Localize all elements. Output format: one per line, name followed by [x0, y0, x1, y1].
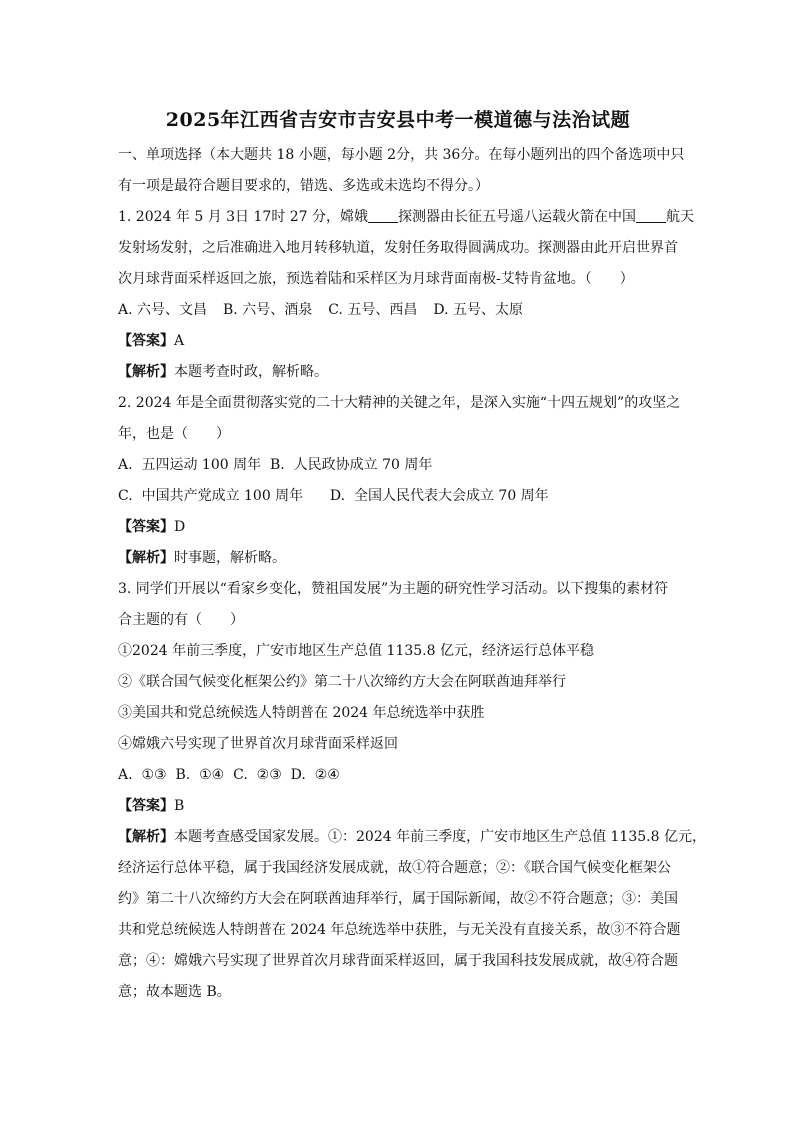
q3-options: A. ①③ B. ①④ C. ②③ D. ②④ [118, 767, 340, 783]
q1-analysis-text: 本题考查时政，解析略。 [174, 364, 328, 380]
section-instructions-line-2: 有一项是最符合题目要求的，错选、多选或未选均不得分。） [118, 178, 489, 194]
q3-item-3: ③美国共和党总统候选人特朗普在 2024 年总统选举中获胜 [118, 705, 485, 721]
q3-item-2: ②《联合国气候变化框架公约》第二十八次缔约方大会在阿联酋迪拜举行 [118, 674, 566, 690]
exam-page [118, 96, 706, 1008]
q1-option-d: D. 五号、太原 [433, 302, 523, 318]
q1-line-1 [118, 202, 695, 233]
q1-text-part-2: 探测器由长征五号遥八运载火箭在中国 [398, 209, 637, 225]
q1-blank-2 [636, 208, 666, 223]
q1-options [118, 295, 678, 326]
q3-answer-value: B [174, 798, 185, 814]
q2-options-row-2: C. 中国共产党成立 100 周年 D. 全国人民代表大会成立 70 周年 [118, 488, 549, 504]
q3-analysis-line-3: 约》第二十八次缔约方大会在阿联酋迪拜举行，属于国际新闻，故②不符合题意；③：美国 [118, 891, 678, 907]
q2-answer [118, 512, 678, 543]
q3-answer [118, 791, 678, 822]
q3-analysis-line-4: 共和党总统候选人特朗普在 2024 年总统选举中获胜，与无关没有直接关系，故③不符合题 [118, 922, 681, 938]
q2-options-row-1: A. 五四运动 100 周年 B. 人民政协成立 70 周年 [118, 457, 433, 473]
q3-line-2: 合主题的有（ ） [118, 612, 244, 628]
q1-option-b: B. 六号、酒泉 [223, 302, 313, 318]
q1-answer [118, 326, 678, 357]
q2-analysis-label: 【解析】 [118, 550, 174, 566]
q1-option-c: C. 五号、西昌 [328, 302, 418, 318]
q1-blank-1 [368, 208, 398, 223]
q1-text-part-1: 1. 2024 年 5 月 3日 17时 27 分，嫦娥 [118, 209, 369, 225]
q2-line-2: 年，也是（ ） [118, 426, 230, 442]
q1-analysis-label: 【解析】 [118, 364, 174, 380]
page-title: 2025年江西省吉安市吉安县中考一模道德与法治试题 [165, 109, 631, 131]
q1-text-part-3: 航天 [666, 209, 695, 225]
q3-line-1: 3. 同学们开展以“看家乡变化，赞祖国发展”为主题的研究性学习活动。以下搜集的素材符 [118, 581, 669, 597]
q3-answer-label: 【答案】 [118, 798, 174, 814]
q2-analysis [118, 543, 678, 574]
q1-line-3: 次月球背面采样返回之旅，预选着陆和采样区为月球背面南极-艾特肯盆地。（ ） [118, 271, 634, 287]
q1-answer-value: A [174, 333, 185, 349]
q2-analysis-text: 时事题，解析略。 [174, 550, 286, 566]
q1-answer-label: 【答案】 [118, 333, 174, 349]
q1-line-2: 发射场发射，之后准确进入地月转移轨道，发射任务取得圆满成功。探测器由此开启世界首 [118, 240, 678, 256]
q3-item-1: ①2024 年前三季度，广安市地区生产总值 1135.8 亿元，经济运行总体平稳 [118, 643, 594, 659]
q3-analysis-line-1 [118, 822, 706, 853]
q3-analysis-label: 【解析】 [118, 829, 174, 845]
q2-line-1: 2. 2024 年是全面贯彻落实党的二十大精神的关键之年，是深入实施“十四五规划”的攻坚之 [118, 395, 681, 411]
q3-analysis-line-2: 经济运行总体平稳，属于我国经济发展成就，故①符合题意；②：《联合国气候变化框架公 [118, 860, 671, 876]
q1-option-a: A. 六号、文昌 [118, 302, 208, 318]
q2-answer-label: 【答案】 [118, 519, 174, 535]
q3-analysis-line-6: 意；故本题选 B。 [118, 984, 231, 1000]
q3-analysis-text-1: 本题考查感受国家发展。①：2024 年前三季度，广安市地区生产总值 1135.8 亿元， [174, 829, 706, 845]
q2-answer-value: D [174, 519, 186, 535]
q3-item-4: ④嫦娥六号实现了世界首次月球背面采样返回 [118, 736, 398, 752]
q3-analysis-line-5: 意；④：嫦娥六号实现了世界首次月球背面采样返回，属于我国科技发展成就，故④符合题 [118, 953, 678, 969]
section-instructions-line-1: 一、单项选择（本大题共 18 小题，每小题 2分，共 36分。在每小题列出的四个备选项中只 [118, 147, 685, 163]
q1-analysis [118, 357, 678, 388]
